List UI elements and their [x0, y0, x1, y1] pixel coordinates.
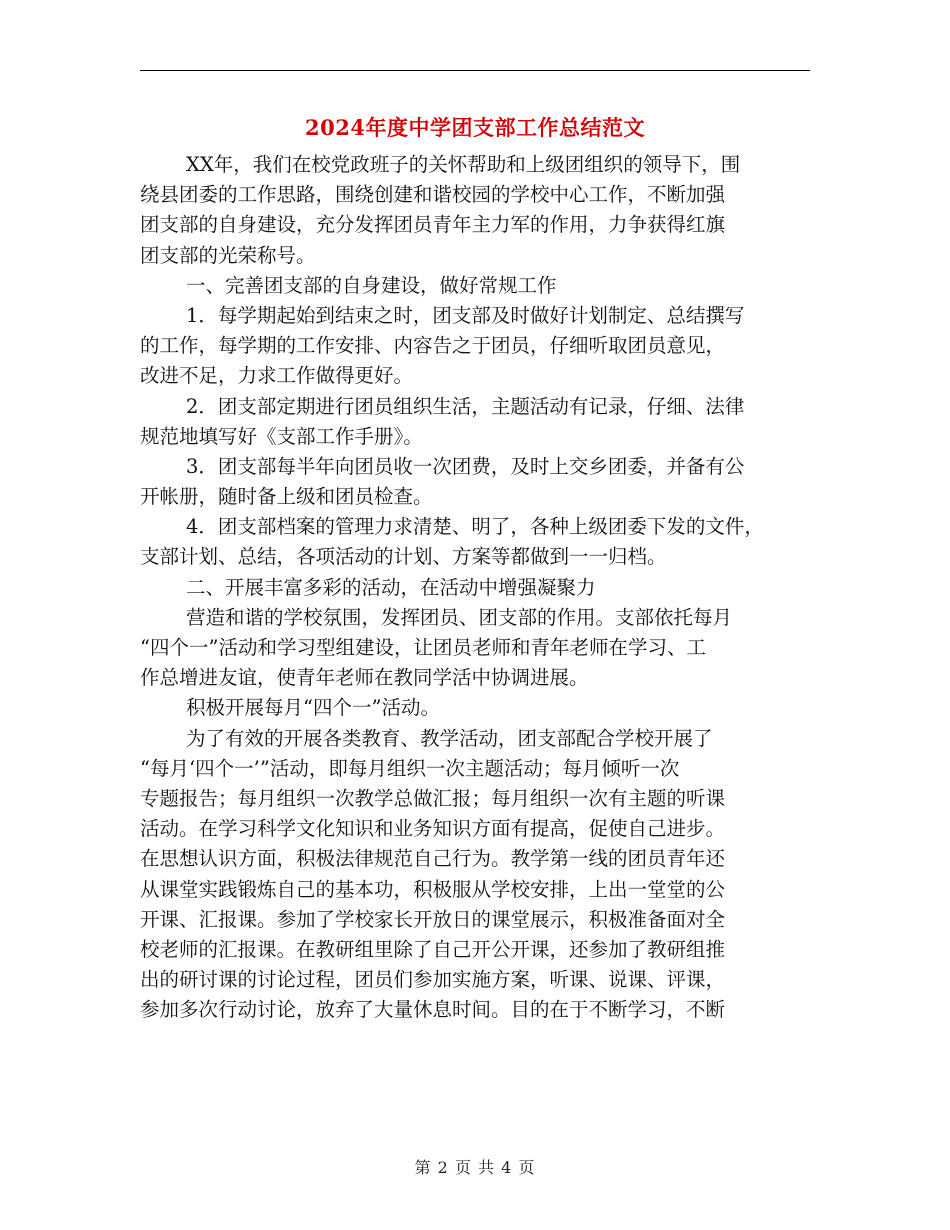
- text-line: 1．每学期起始到结束之时，团支部及时做好计划制定、总结撰写: [186, 303, 745, 327]
- text-line: 开帐册，随时备上级和团员检查。: [140, 485, 433, 509]
- text-line: 二、开展丰富多彩的活动，在活动中增强凝聚力: [186, 575, 596, 599]
- text-line: “每月‘四个一’”活动，即每月组织一次主题活动；每月倾听一次: [140, 756, 680, 780]
- text-line: 作总增进友谊，使青年老师在教同学活中协调进展。: [140, 666, 589, 690]
- text-line: 改进不足，力求工作做得更好。: [140, 364, 414, 388]
- text-line: 一、完善团支部的自身建设，做好常规工作: [186, 273, 557, 297]
- text-line: 营造和谐的学校氛围，发挥团员、团支部的作用。支部依托每月: [186, 605, 733, 629]
- document-title: 2024年度中学团支部工作总结范文: [305, 115, 645, 140]
- text-line: 出的研讨课的讨论过程，团员们参加实施方案，听课、说课、评课，: [140, 968, 726, 992]
- text-line: 积极开展每月“四个一”活动。: [186, 696, 440, 720]
- text-line: 专题报告；每月组织一次教学总做汇报；每月组织一次有主题的听课: [140, 786, 726, 810]
- text-line: 绕县团委的工作思路，围绕创建和谐校园的学校中心工作，不断加强: [140, 183, 726, 207]
- text-line: 团支部的光荣称号。: [140, 243, 316, 267]
- text-line: 活动。在学习科学文化知识和业务知识方面有提高，促使自己进步。: [140, 817, 726, 841]
- text-line: 3．团支部每半年向团员收一次团费，及时上交乡团委，并备有公: [186, 454, 745, 478]
- text-line: 从课堂实践锻炼自己的基本功，积极服从学校安排，上出一堂堂的公: [140, 877, 726, 901]
- text-line: 在思想认识方面，积极法律规范自己行为。教学第一线的团员青年还: [140, 847, 726, 871]
- text-line: 支部计划、总结，各项活动的计划、方案等都做到一一归档。: [140, 545, 667, 569]
- text-line: 校老师的汇报课。在教研组里除了自己开公开课，还参加了教研组推: [140, 937, 726, 961]
- text-line: 规范地填写好《支部工作手册》。: [140, 424, 423, 448]
- document-body: [140, 150, 820, 1025]
- text-line: 开课、汇报课。参加了学校家长开放日的课堂展示，积极准备面对全: [140, 907, 726, 931]
- text-line: 参加多次行动讨论，放弃了大量休息时间。目的在于不断学习，不断: [140, 998, 726, 1022]
- text-line: 为了有效的开展各类教育、教学活动，团支部配合学校开展了: [186, 726, 713, 750]
- text-line: 2．团支部定期进行团员组织生活，主题活动有记录，仔细、法律: [186, 394, 745, 418]
- text-line: 4．团支部档案的管理力求清楚、明了，各种上级团委下发的文件，: [186, 515, 764, 539]
- header-rule: [140, 70, 810, 71]
- page-number: 第 2 页 共 4 页: [414, 1158, 536, 1177]
- text-line: XX年，我们在校党政班子的关怀帮助和上级团组织的领导下，围: [186, 153, 741, 176]
- text-line: “四个一”活动和学习型组建设，让团员老师和青年老师在学习、工: [140, 636, 706, 659]
- text-line: 的工作，每学期的工作安排、内容告之于团员，仔细听取团员意见，: [140, 334, 726, 358]
- text-line: 团支部的自身建设，充分发挥团员青年主力军的作用，力争获得红旗: [140, 213, 726, 237]
